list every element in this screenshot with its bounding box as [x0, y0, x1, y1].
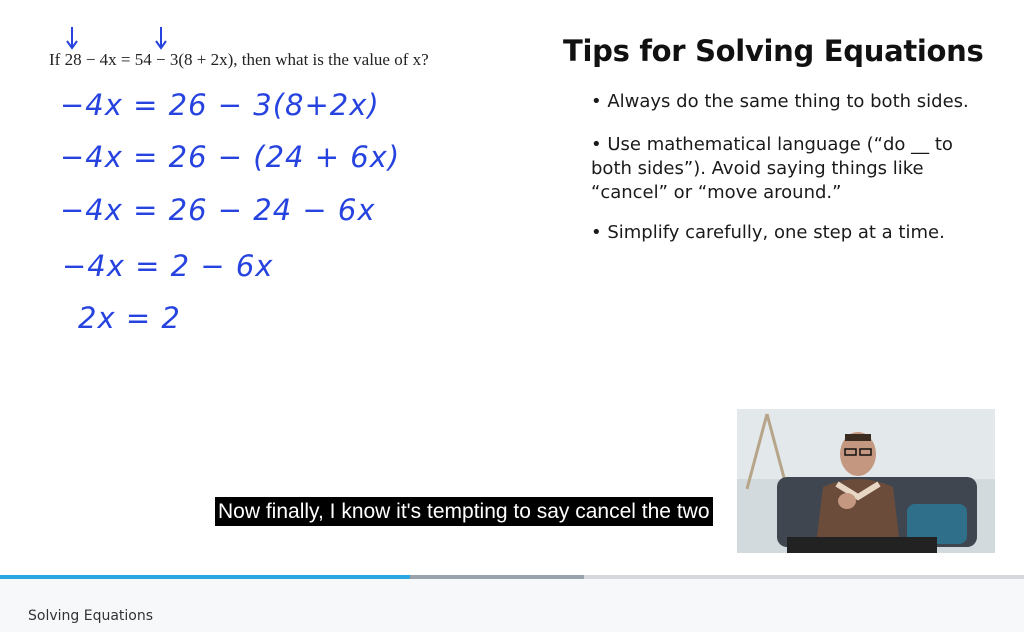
lesson-title: Solving Equations: [28, 608, 154, 624]
down-arrow-icon: [65, 26, 79, 50]
tip-item: • Simplify carefully, one step at a time.: [591, 222, 945, 243]
work-line: −4x = 26 − 3(8+2x): [60, 88, 380, 122]
work-line: −4x = 2 − 6x: [62, 249, 274, 283]
tip-item: • Use mathematical language (“do __ to both sides”). Avoid saying things like “cancel” or “move around.”: [591, 134, 953, 203]
work-line: −4x = 26 − (24 + 6x): [60, 140, 401, 174]
subtitle-caption: Now finally, I know it's tempting to say cancel the two: [215, 497, 713, 526]
down-arrow-icon: [154, 26, 168, 50]
work-line: 2x = 2: [78, 301, 181, 335]
tip-item: • Always do the same thing to both sides.: [591, 91, 969, 112]
work-line: −4x = 26 − 24 − 6x: [60, 193, 376, 227]
tips-title: Tips for Solving Equations: [563, 34, 984, 68]
instructor-video: [737, 409, 995, 553]
lesson-footer: [0, 579, 1024, 632]
problem-statement: If 28 − 4x = 54 − 3(8 + 2x), then what is the value of x?: [49, 50, 429, 69]
